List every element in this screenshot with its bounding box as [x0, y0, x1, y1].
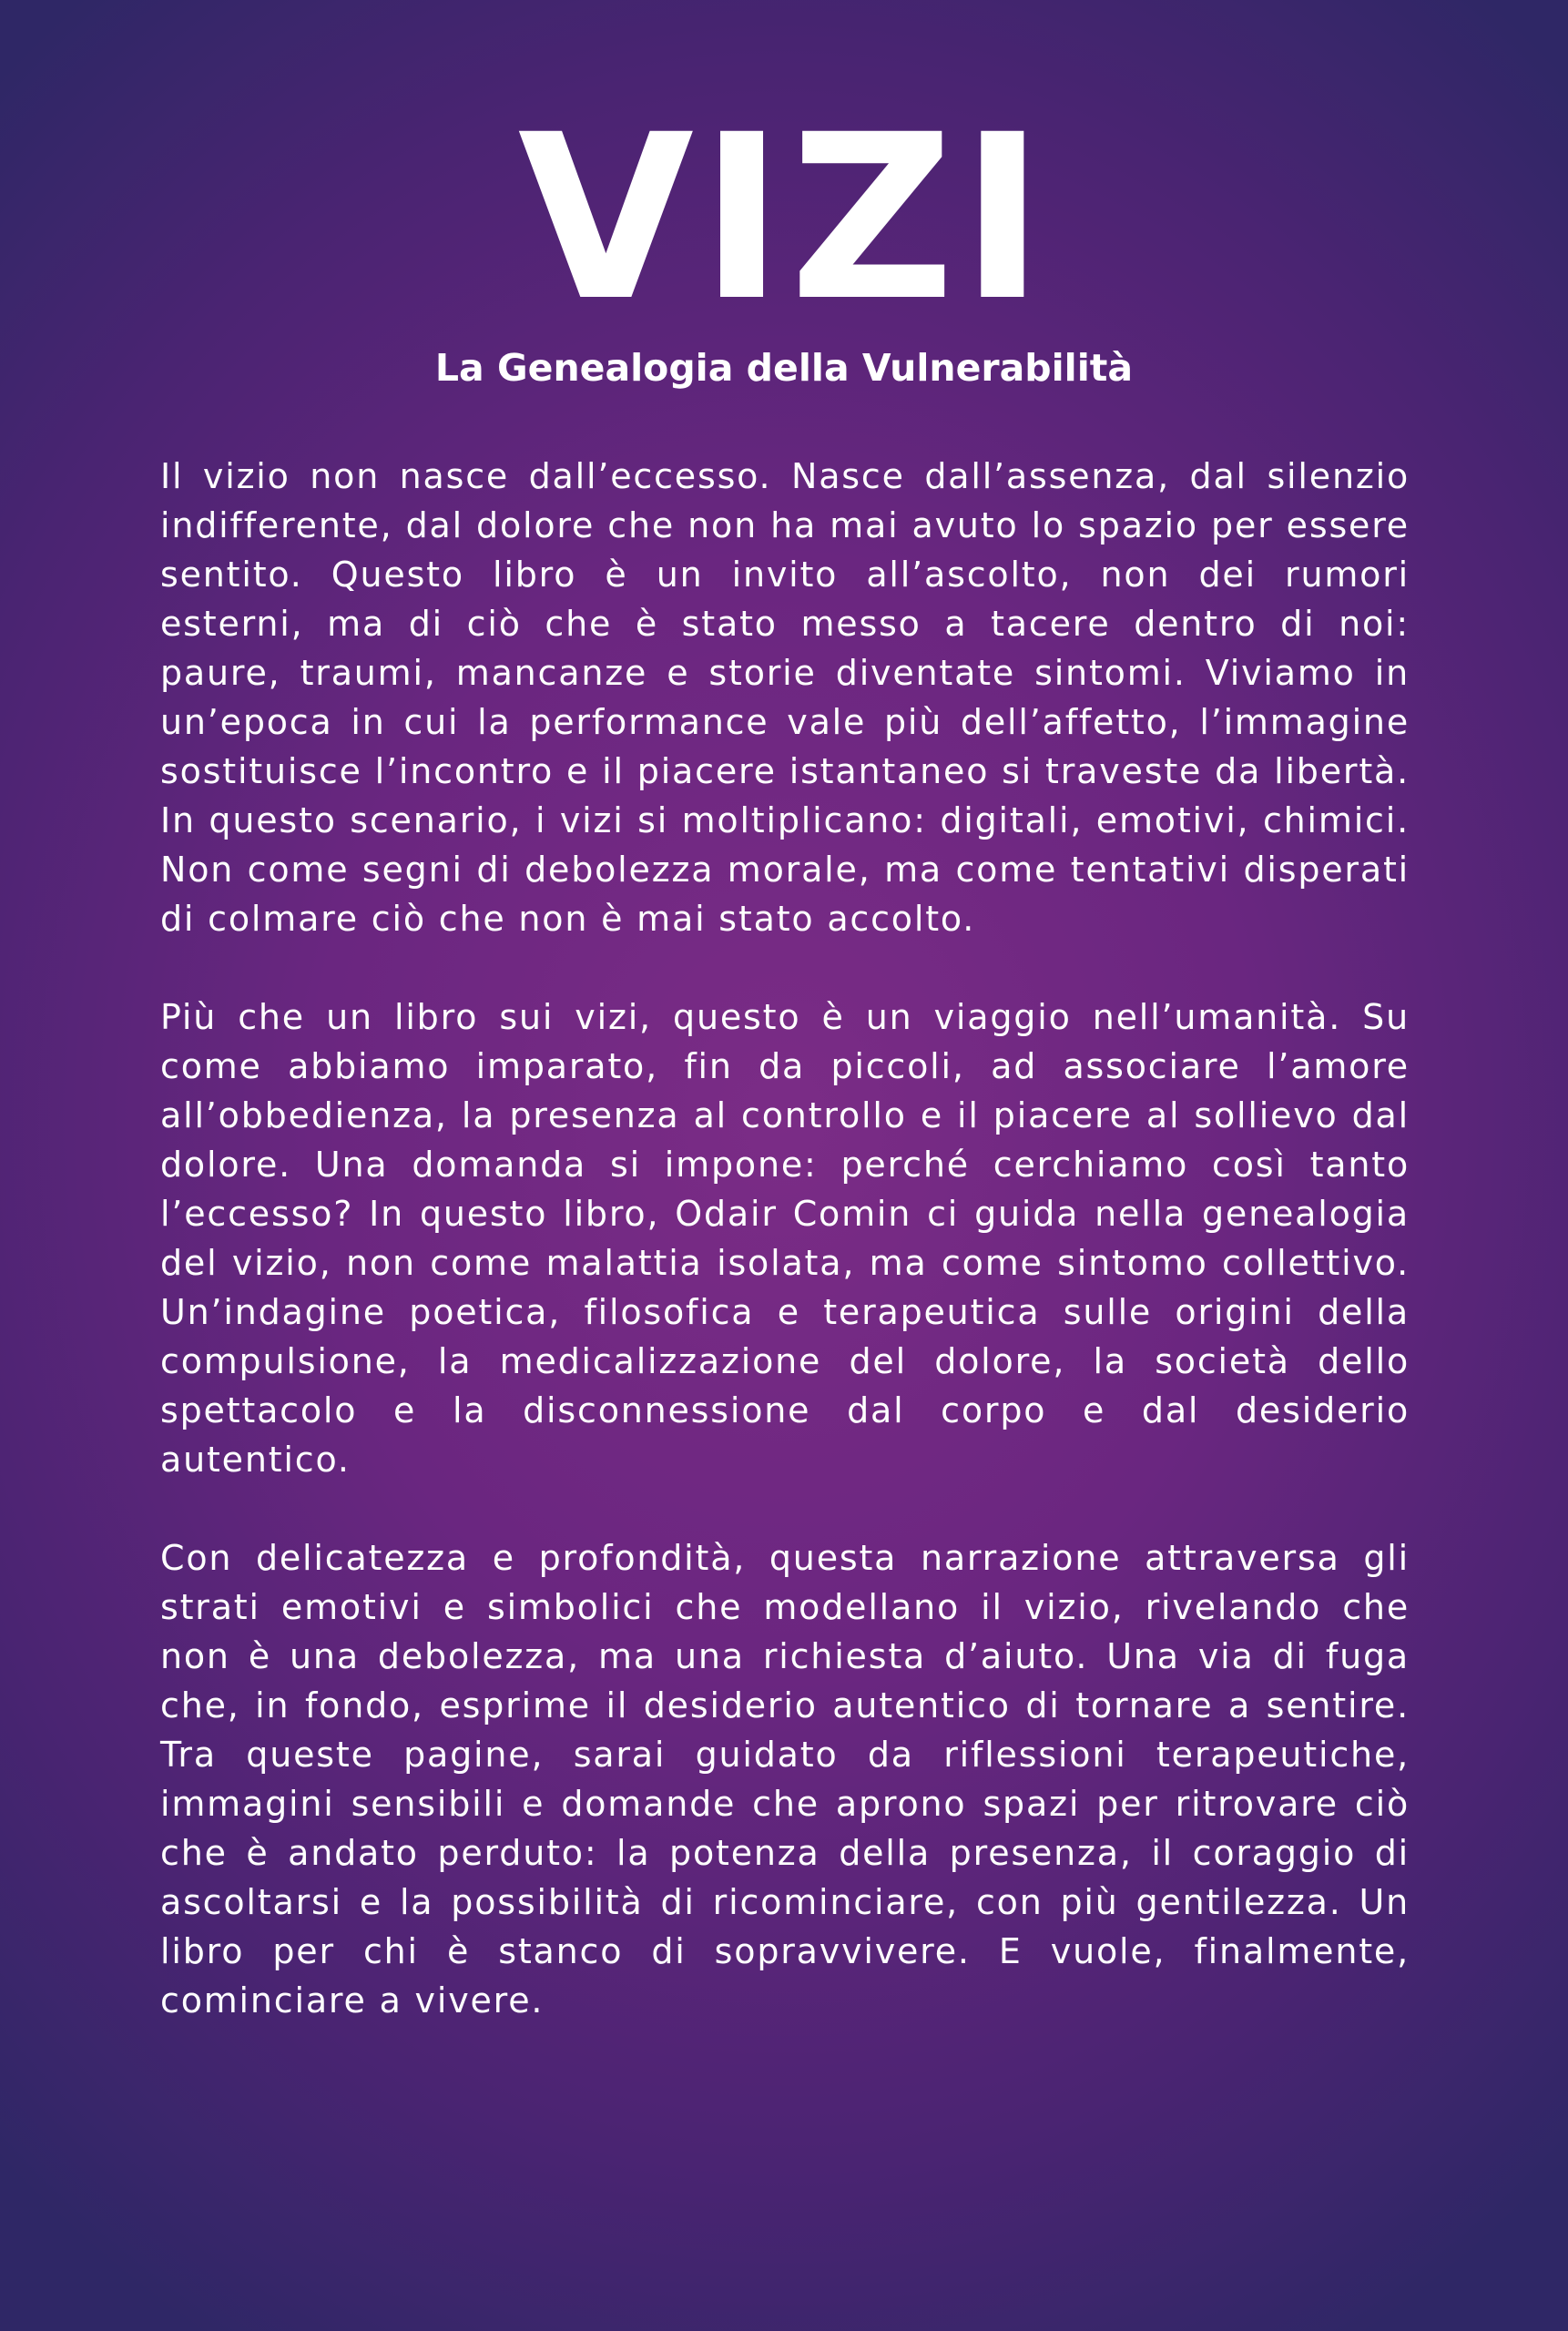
- book-title: VIZI: [517, 86, 1051, 351]
- blurb-paragraph-1: Il vizio non nasce dall’eccesso. Nasce dall’assenza, dal silenzio indifferente, dal dolore che non ha mai avuto lo spazio per essere sentito. Questo libro è un invito all’ascolto, non dei rumori esterni, ma di ciò che è stato messo a tacere dentro di noi: paure, traumi, mancanze e storie diventate sintomi. Viviamo in un’epoca in cui la performance vale più dell’affetto, l’immagine sostituisce l’incontro e il piacere istantaneo si traveste da libertà. In questo scenario, i vizi si moltiplicano: digitali, emotivi, chimici. Non come segni di debolezza morale, ma come tentativi disperati di colmare ciò che non è mai stato accolto.: [160, 456, 1410, 939]
- blurb-paragraph-2: Più che un libro sui vizi, questo è un viaggio nell’umanità. Su come abbiamo imparato, fin da piccoli, ad associare l’amore all’obbedienza, la presenza al controllo e il piacere al sollievo dal dolore. Una domanda si impone: perché cerchiamo così tanto l’eccesso? In questo libro, Odair Comin ci guida nella genealogia del vizio, non come malattia isolata, ma come sintomo collettivo. Un’indagine poetica, filosofica e terapeutica sulle origini della compulsione, la medicalizzazione del dolore, la società dello spettacolo e la disconnessione dal corpo e dal desiderio autentico.: [160, 997, 1410, 1480]
- book-subtitle: La Genealogia della Vulnerabilità: [434, 346, 1134, 390]
- blurb-paragraph-3: Con delicatezza e profondità, questa narrazione attraversa gli strati emotivi e simbolici che modellano il vizio, rivelando che non è una debolezza, ma una richiesta d’aiuto. Una via di fuga che, in fondo, esprime il desiderio autentico di tornare a sentire. Tra queste pagine, sarai guidato da riflessioni terapeutiche, immagini sensibili e domande che aprono spazi per ritrovare ciò che è andato perduto: la potenza della presenza, il coraggio di ascoltarsi e la possibilità di ricominciare, con più gentilezza. Un libro per chi è stanco di sopravvivere. E vuole, finalmente, cominciare a vivere.: [160, 1538, 1410, 2021]
- blurb-text: [160, 452, 1410, 2025]
